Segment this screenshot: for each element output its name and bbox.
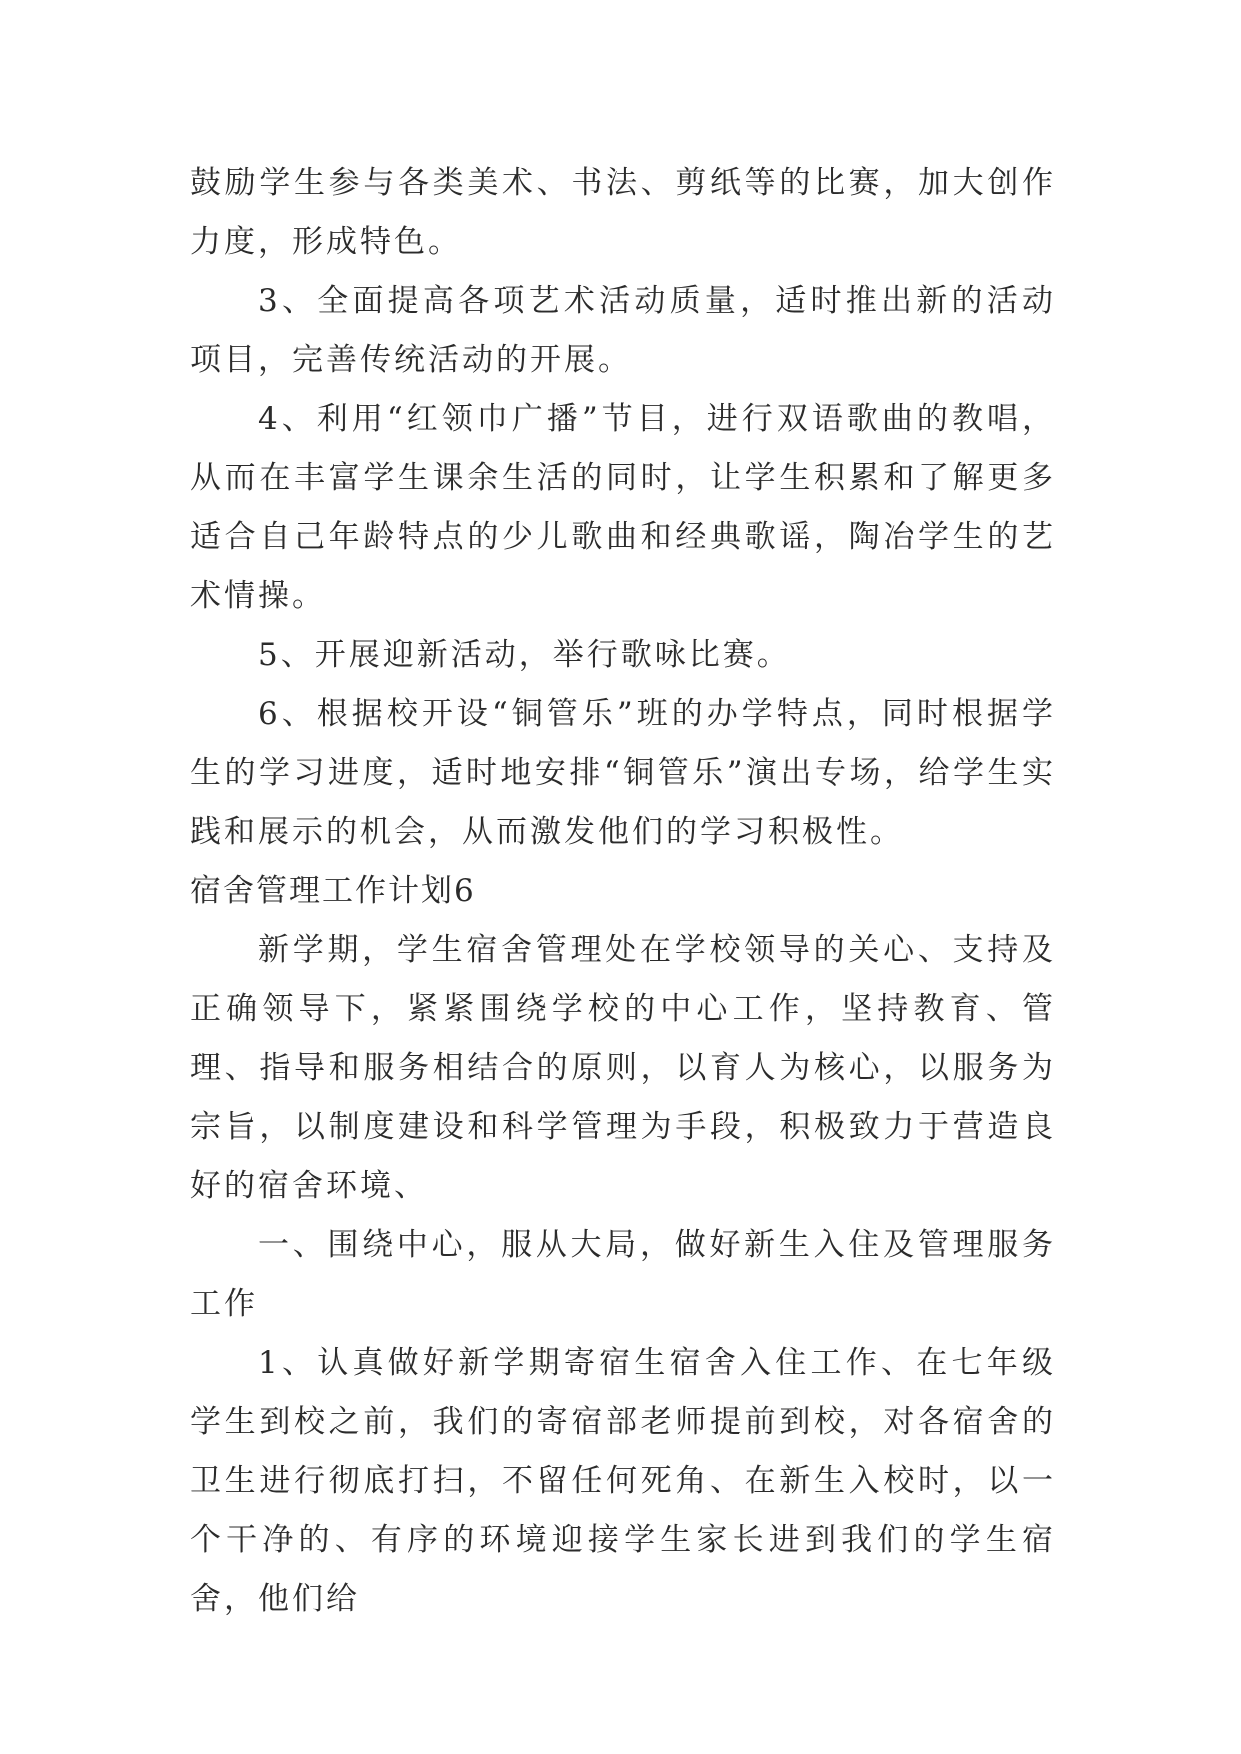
paragraph-item-4: 4、利用“红领巾广播”节目，进行双语歌曲的教唱，从而在丰富学生课余生活的同时，让学生积累和了解更多适合自己年龄特点的少儿歌曲和经典歌谣，陶冶学生的艺术情操。 [190, 401, 1056, 614]
paragraph-item-6: 6、根据校开设“铜管乐”班的办学特点，同时根据学生的学习进度，适时地安排“铜管乐”演出专场，给学生实践和展示的机会，从而激发他们的学习积极性。 [190, 696, 1056, 850]
paragraph-item-5: 5、开展迎新活动，举行歌咏比赛。 [258, 637, 791, 673]
document-body [190, 154, 1056, 1629]
paragraph-section-one: 一、围绕中心，服从大局，做好新生入住及管理服务工作 [190, 1227, 1056, 1322]
section-heading: 宿舍管理工作计划6 [190, 873, 476, 909]
paragraph-intro: 新学期，学生宿舍管理处在学校领导的关心、支持及正确领导下，紧紧围绕学校的中心工作，坚持教育、管理、指导和服务相结合的原则，以育人为核心，以服务为宗旨，以制度建设和科学管理为手段，积极致力于营造良好的宿舍环境、 [190, 932, 1056, 1204]
paragraph-item-3: 3、全面提高各项艺术活动质量，适时推出新的活动项目，完善传统活动的开展。 [190, 283, 1056, 378]
paragraph-subitem-1: 1、认真做好新学期寄宿生宿舍入住工作、在七年级学生到校之前，我们的寄宿部老师提前到校，对各宿舍的卫生进行彻底打扫，不留任何死角、在新生入校时，以一个干净的、有序的环境迎接学生家长进到我们的学生宿舍，他们给 [190, 1345, 1056, 1617]
paragraph-art-competitions: 鼓励学生参与各类美术、书法、剪纸等的比赛，加大创作力度，形成特色。 [190, 165, 1056, 260]
